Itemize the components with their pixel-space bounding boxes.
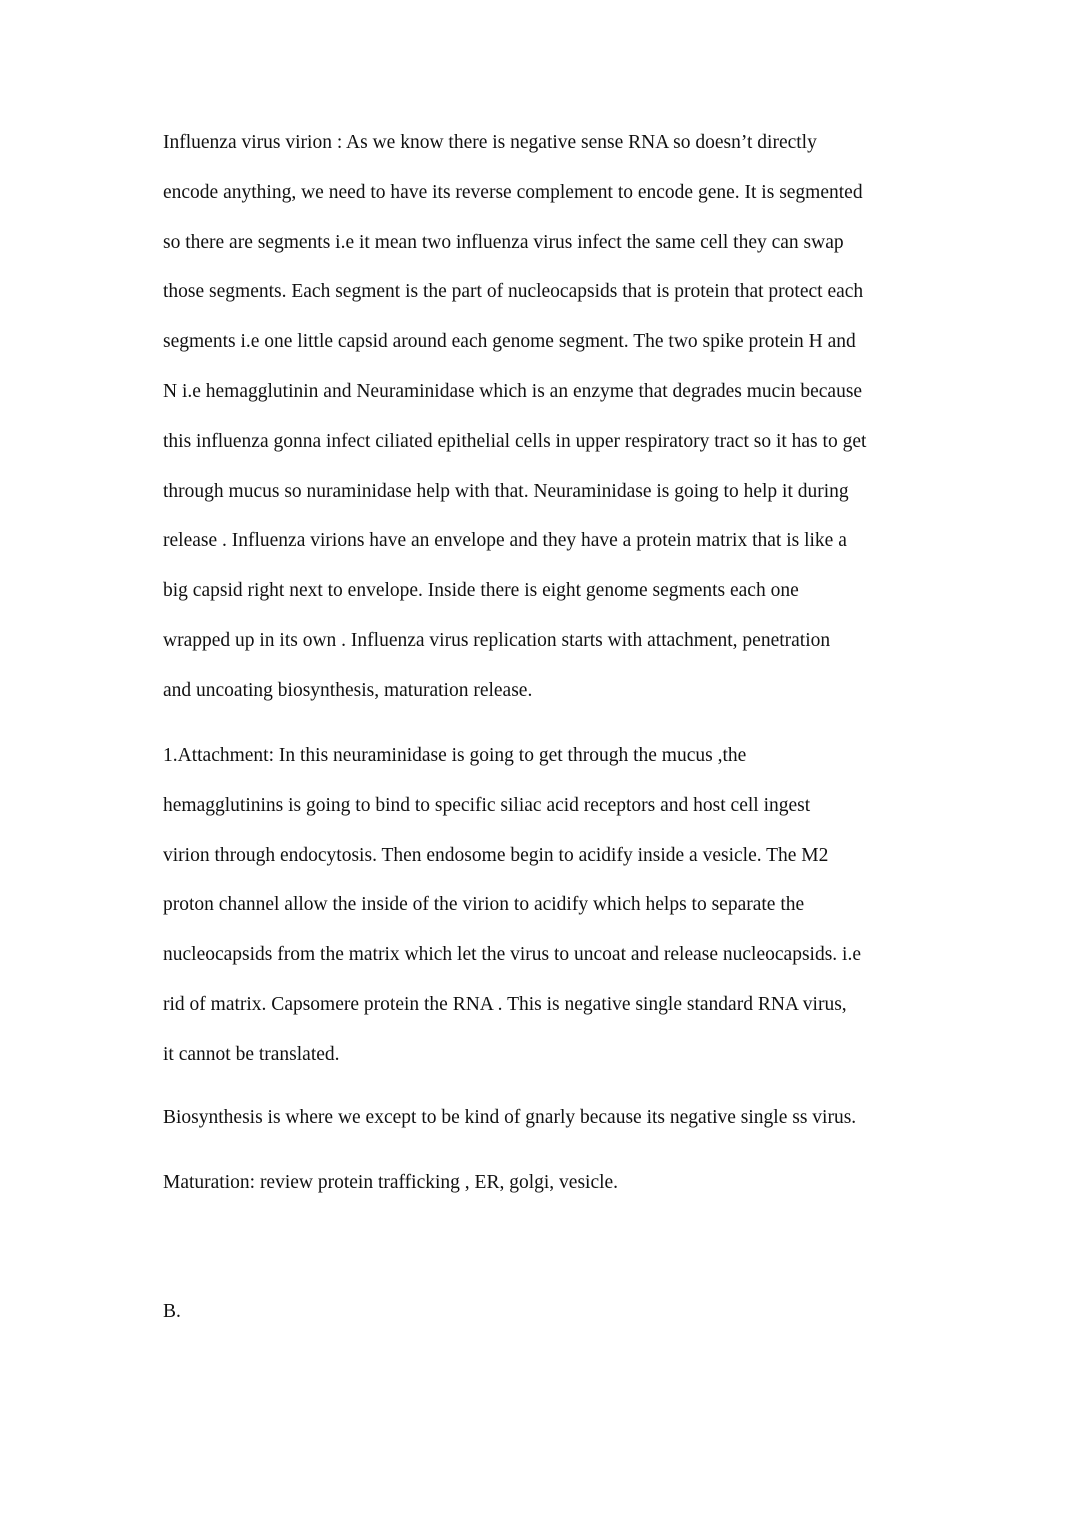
text-line: rid of matrix. Capsomere protein the RNA . This is negative single standard RNA virus, [163,993,847,1015]
text-line: virion through endocytosis. Then endosome begin to acidify inside a vesicle. The M2 [163,844,829,866]
paragraph-influenza-virion [163,118,953,716]
section-label: B. [163,1301,181,1322]
text-line: through mucus so nuraminidase help with that. Neuraminidase is going to help it during [163,480,849,502]
text-line: 1.Attachment: In this neuraminidase is going to get through the mucus ,the [163,745,747,766]
paragraph-biosynthesis: Biosynthesis is where we except to be kind of gnarly because its negative single ss virus. [163,1107,857,1128]
text-line: Influenza virus virion : As we know there is negative sense RNA so doesn’t directly [163,132,817,153]
text-line: so there are segments i.e it mean two influenza virus infect the same cell they can swap [163,231,844,253]
text-line: proton channel allow the inside of the virion to acidify which helps to separate the [163,894,805,916]
text-line: big capsid right next to envelope. Inside there is eight genome segments each one [163,580,799,602]
text-line: encode anything, we need to have its reverse complement to encode gene. It is segmented [163,181,863,203]
text-line: it cannot be translated. [163,1043,340,1065]
paragraph-maturation: Maturation: review protein trafficking , ER, golgi, vesicle. [163,1172,619,1193]
text-line: segments i.e one little capsid around each genome segment. The two spike protein H and [163,331,856,353]
text-line: this influenza gonna infect ciliated epithelial cells in upper respiratory tract so it has to get [163,430,867,452]
text-line: N i.e hemagglutinin and Neuraminidase which is an enzyme that degrades mucin because [163,380,863,402]
text-line: those segments. Each segment is the part of nucleocapsids that is protein that protect each [163,281,864,303]
text-line: release . Influenza virions have an envelope and they have a protein matrix that is like a [163,530,847,552]
text-line: and uncoating biosynthesis, maturation release. [163,679,533,701]
paragraph-attachment [163,731,953,1080]
text-line: hemagglutinins is going to bind to specific siliac acid receptors and host cell ingest [163,794,811,816]
text-line: wrapped up in its own . Influenza virus replication starts with attachment, penetration [163,629,831,651]
text-line: nucleocapsids from the matrix which let the virus to uncoat and release nucleocapsids. i.e [163,944,861,966]
